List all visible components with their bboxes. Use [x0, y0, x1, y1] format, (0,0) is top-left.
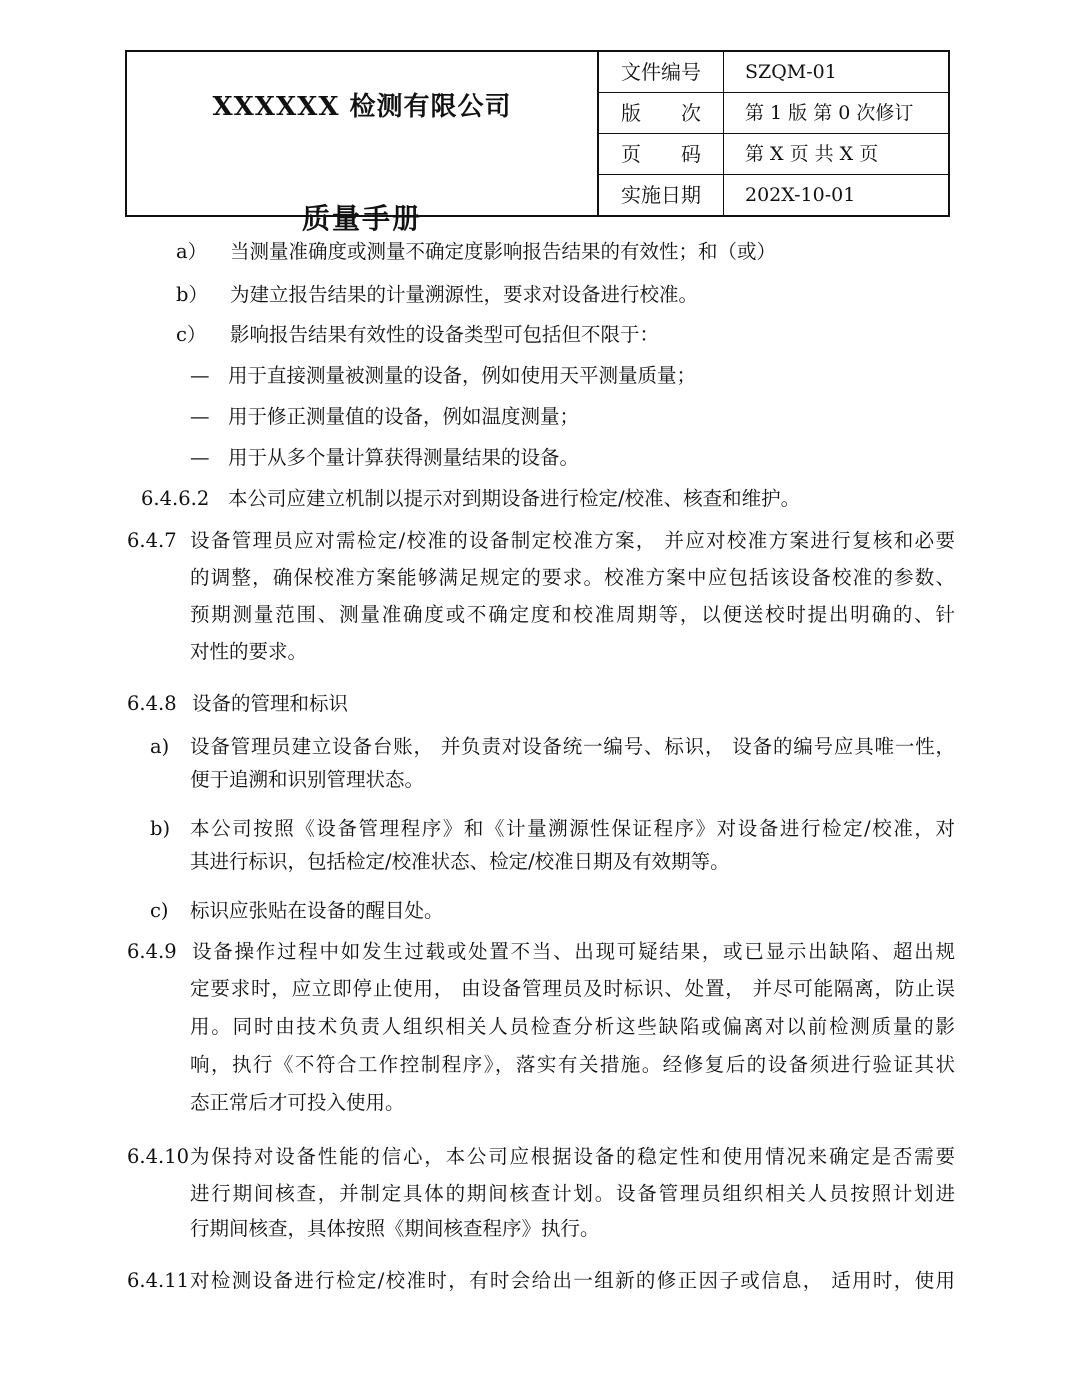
paragraph-line: 对性的要求。 — [190, 640, 308, 663]
list-marker-b: b） — [176, 283, 208, 306]
paragraph-line: 用。同时由技术负责人组织相关人员检查分析这些缺陷或偏离对以前检测质量的影 — [190, 1015, 955, 1038]
list-item-a: 当测量准确度或测量不确定度影响报告结果的有效性；和（或） — [230, 240, 777, 263]
paragraph-line: 便于追溯和识别管理状态。 — [190, 768, 425, 791]
header-info-cells — [599, 52, 948, 215]
section-number: 6.4.6.2 — [141, 487, 210, 510]
paragraph-line: 标识应张贴在设备的醒目处。 — [190, 899, 444, 922]
section-heading: 设备的管理和标识 — [192, 692, 349, 715]
section-number: 6.4.11 — [127, 1269, 190, 1292]
section-number: 6.4.7 — [127, 529, 177, 552]
date-label: 实施日期 — [599, 175, 724, 215]
paragraph-line: 预期测量范围、测量准确度或不确定度和校准周期等，以便送校时提出明确的、针 — [190, 603, 955, 626]
header-left-cell — [127, 52, 599, 235]
doc-number-label: 文件编号 — [599, 52, 724, 92]
paragraph-line: 设备操作过程中如发生过载或处置不当、出现可疑结果，或已显示出缺陷、超出规 — [192, 940, 955, 963]
dash-marker: — — [190, 405, 210, 428]
paragraph-line: 行期间核查，具体按照《期间核查程序》执行。 — [190, 1217, 600, 1240]
list-marker-b: b) — [150, 817, 171, 840]
paragraph-line: 设备管理员应对需检定/校准的设备制定校准方案， 并应对校准方案进行复核和必要 — [190, 529, 955, 552]
section-number: 6.4.9 — [127, 940, 177, 963]
header-row-date — [599, 175, 948, 215]
doc-number-value: SZQM-01 — [745, 61, 837, 83]
dash-item: 用于直接测量被测量的设备，例如使用天平测量质量； — [228, 364, 697, 387]
document-header — [125, 50, 950, 235]
header-row-doc-number — [599, 52, 948, 93]
paragraph-line: 的调整，确保校准方案能够满足规定的要求。校准方案中应包括该设备校准的参数、 — [190, 566, 955, 589]
manual-title: 质量手册 — [301, 202, 422, 235]
list-item-b: 为建立报告结果的计量溯源性，要求对设备进行校准。 — [230, 283, 699, 306]
header-row-page — [599, 134, 948, 175]
list-marker-c: c） — [176, 323, 207, 346]
list-marker-a: a) — [150, 735, 170, 758]
paragraph-line: 响，执行《不符合工作控制程序》，落实有关措施。经修复后的设备须进行验证其状 — [190, 1053, 955, 1076]
dash-marker: — — [190, 364, 210, 387]
list-marker-a: a） — [176, 240, 208, 263]
header-row-edition — [599, 93, 948, 134]
company-name: XXXXXX 检测有限公司 — [212, 92, 512, 122]
edition-label: 版 次 — [599, 93, 724, 133]
list-item-c: 影响报告结果有效性的设备类型可包括但不限于： — [230, 323, 660, 346]
dash-item: 用于从多个量计算获得测量结果的设备。 — [228, 446, 580, 469]
paragraph-line: 态正常后才可投入使用。 — [190, 1091, 405, 1114]
dash-marker: — — [190, 446, 210, 469]
paragraph-line: 本公司按照《设备管理程序》和《计量溯源性保证程序》对设备进行检定/校准，对 — [190, 817, 955, 840]
page-label: 页 码 — [599, 134, 724, 174]
section-number: 6.4.8 — [127, 692, 177, 715]
paragraph-line: 进行期间核查，并制定具体的期间核查计划。设备管理员组织相关人员按照计划进 — [190, 1182, 955, 1205]
edition-value: 第 1 版 第 0 次修订 — [745, 102, 914, 124]
paragraph-line: 其进行标识，包括检定/校准状态、检定/校准日期及有效期等。 — [190, 850, 730, 873]
list-marker-c: c) — [150, 899, 169, 922]
dash-item: 用于修正测量值的设备，例如温度测量； — [228, 405, 580, 428]
date-value: 202X-10-01 — [745, 184, 856, 206]
paragraph-line: 对检测设备进行检定/校准时，有时会给出一组新的修正因子或信息， 适用时，使用 — [190, 1269, 955, 1292]
paragraph-line: 为保持对设备性能的信心，本公司应根据设备的稳定性和使用情况来确定是否需要 — [190, 1145, 955, 1168]
page-value: 第 X 页 共 X 页 — [745, 143, 879, 165]
paragraph-line: 定要求时，应立即停止使用， 由设备管理员及时标识、处置， 并尽可能隔离，防止误 — [190, 977, 955, 1000]
paragraph-line: 设备管理员建立设备台账， 并负责对设备统一编号、标识， 设备的编号应具唯一性， — [190, 735, 955, 758]
section-text: 本公司应建立机制以提示对到期设备进行检定/校准、核查和维护。 — [228, 487, 801, 510]
section-number: 6.4.10 — [127, 1145, 190, 1168]
